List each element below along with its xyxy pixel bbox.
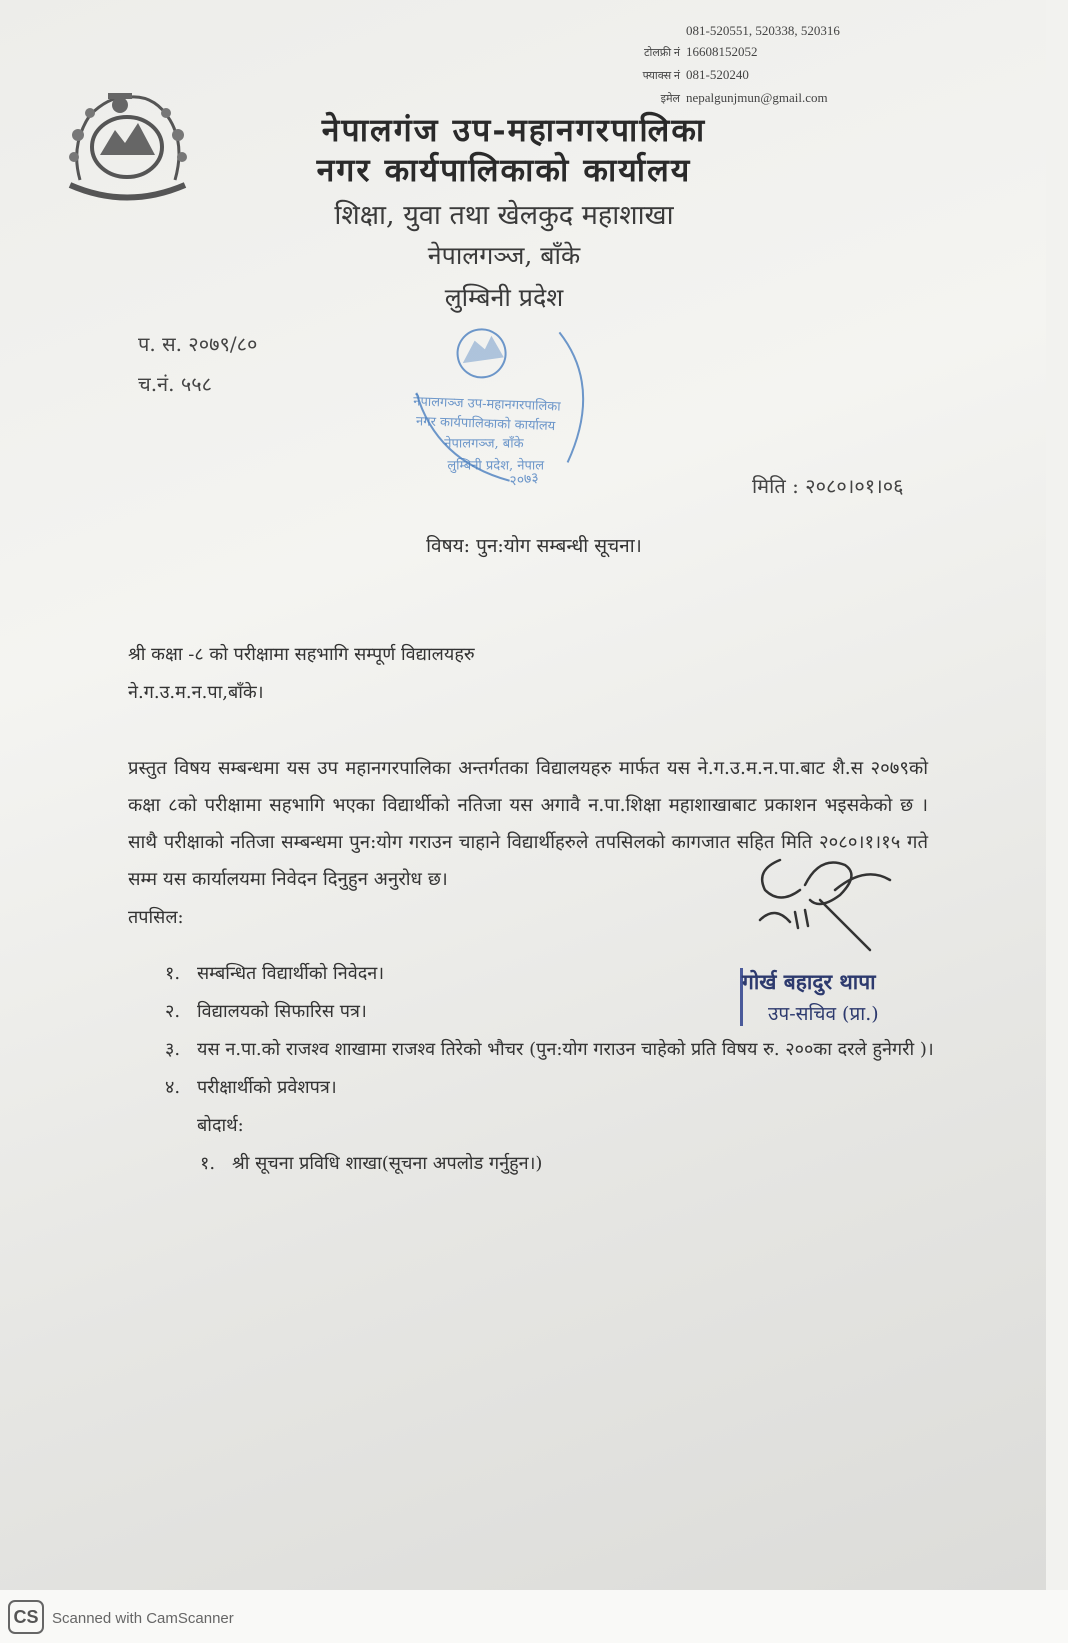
letter-date: मिति : २०८०।०१।०६ xyxy=(752,474,904,498)
recipient-line1: श्री कक्षा -८ को परीक्षामा सहभागि सम्पूर्ण विद्यालयहरु xyxy=(128,644,475,665)
list-item: २. विद्यालयको सिफारिस पत्र। xyxy=(165,1001,367,1022)
recipient-line2: ने.ग.उ.म.न.पा,बाँके। xyxy=(128,682,264,703)
letter-body: प्रस्तुत विषय सम्बन्धमा यस उप महानगरपालिका अन्तर्गतका विद्यालयहरु मार्फत यस ने.ग.उ.म.न.पा.बाट शै.स २०७९को कक्षा ८को परीक्षामा सहभागि भएका विद्यार्थीको नतिजा यस अगावै न.पा.शिक्षा महाशाखाबाट प्रकाशन भइसकेको छ । साथै परीक्षाको नतिजा सम्बन्धमा पुन:योग गराउन चाहाने विद्यार्थीहरुले तपसिलको कागजात सहित मिति २०८०।१।१५ गते सम्म यस कार्यालयमा निवेदन दिनुहुन अनुरोध छ। xyxy=(128,758,928,890)
stamp-line2: नगर कार्यपालिकाको कार्यालय xyxy=(415,414,556,435)
list-item: ३. यस न.पा.को राजश्व शाखामा राजश्व तिरेको भौचर (पुन:योग गराउन चाहेको प्रति विषय रु. २००का दरले हुनेगरी )। xyxy=(165,1039,934,1060)
signature xyxy=(750,850,910,964)
tollfree-number: 16608152052 xyxy=(686,44,758,59)
fax-number: 081-520240 xyxy=(686,67,749,82)
tapasil-label: तपसिल: xyxy=(128,907,184,928)
scanner-credit: Scanned with CamScanner xyxy=(52,1610,234,1627)
stamp-line4: लुम्बिनी प्रदेश, नेपाल xyxy=(447,458,545,474)
stamp-line3: नेपालगञ्ज, बाँके xyxy=(444,436,524,452)
dispatch-number: च.नं. ५५८ xyxy=(138,372,213,396)
office-stamp xyxy=(398,307,622,517)
fiscal-year: प. स. २०७९/८० xyxy=(138,332,258,356)
bodartha-label: बोदार्थ: xyxy=(197,1115,244,1136)
stamp-line1: नेपालगञ्ज उप-महानगरपालिका xyxy=(413,394,561,415)
email-address: nepalgunjmun@gmail.com xyxy=(686,90,828,105)
bodartha-item: १. श्री सूचना प्रविधि शाखा(सूचना अपलोड गर्नुहुन।) xyxy=(200,1153,543,1174)
list-item: ४. परीक्षार्थीको प्रवेशपत्र। xyxy=(165,1077,337,1098)
email-label: इमेल xyxy=(660,93,680,105)
list-item: १. सम्बन्धित विद्यार्थीको निवेदन। xyxy=(165,963,385,984)
phone-line: 081-520551, 520338, 520316 xyxy=(686,23,840,38)
office-title: नगर कार्यपालिकाको कार्यालय xyxy=(316,151,692,189)
province-line: लुम्बिनी प्रदेश xyxy=(444,283,564,312)
tollfree-label: टोलफ्री नं xyxy=(643,47,680,59)
municipality-title: नेपालगंज उप-महानगरपालिका xyxy=(321,111,707,149)
stamp-year: २०७३ xyxy=(508,469,540,490)
signatory-designation: उप-सचिव (प्रा.) xyxy=(768,1003,879,1025)
location-line: नेपालगञ्ज, बाँके xyxy=(427,241,581,270)
camscanner-logo-icon: CS xyxy=(8,1600,44,1634)
fax-label: फ्याक्स नं xyxy=(642,70,680,82)
contact-block xyxy=(620,20,840,110)
department-title: शिक्षा, युवा तथा खेलकुद महाशाखा xyxy=(334,200,674,231)
letter-subject: विषय: पुन:योग सम्बन्धी सूचना। xyxy=(426,535,642,557)
signatory-name: गोर्ख बहादुर थापा xyxy=(742,969,876,994)
